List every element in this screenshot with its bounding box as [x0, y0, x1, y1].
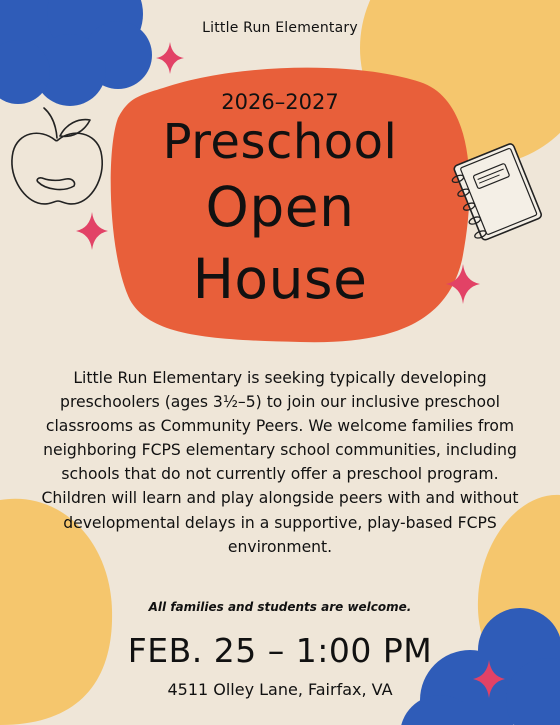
event-address: 4511 Olley Lane, Fairfax, VA	[167, 680, 393, 699]
welcome-note: All families and students are welcome.	[148, 600, 412, 614]
school-name: Little Run Elementary	[202, 20, 358, 36]
title-line-1: Preschool	[162, 114, 398, 170]
title-line-3: House	[192, 247, 368, 311]
sparkle-icon	[156, 42, 184, 74]
title-line-2: Open	[205, 175, 355, 239]
school-year: 2026–2027	[221, 90, 339, 114]
event-datetime: FEB. 25 – 1:00 PM	[127, 631, 433, 670]
description-paragraph: Little Run Elementary is seeking typically developing preschoolers (ages 3½–5) to join our inclusive preschool classrooms as Community Peers. We welcome families from neighboring FCPS elementary school communities, including schools that do not currently offer a preschool program. Children will learn and play alongside peers with and without developmental delays in a supportive, play-based FCPS environment.	[41, 369, 519, 556]
